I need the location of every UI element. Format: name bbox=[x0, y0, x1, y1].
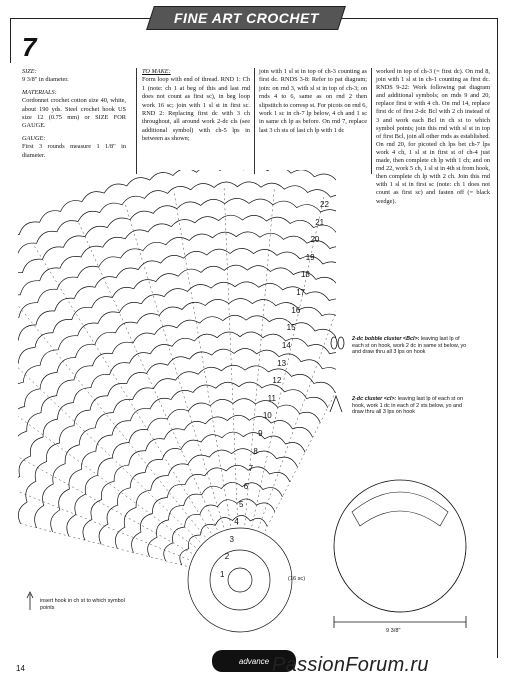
bobble-cluster-legend bbox=[352, 336, 472, 356]
row-number: 1 bbox=[220, 570, 225, 579]
banner-title: FINE ART CROCHET bbox=[173, 10, 319, 26]
pattern-number: 7 bbox=[22, 32, 37, 62]
row-number: 4 bbox=[234, 517, 239, 527]
page-number: 14 bbox=[16, 664, 25, 673]
col4-text: worked in top of ch-3 (= first dc). On rnd 8, join with 1 sl st in ch-1 counting as first dc. RNDS 9-22: Work following pat diagram and additional symbols; on rnds 9 and 20, replace first tr with 4 ch. On rnd 14, replace first dc of first 2-dc Bcl with 2 ch instead of 3 and work each Bcl in ch st to which symbol points; join this rnd with sl st in top of first Bcl, join all other rnds as established. On rnd 20, for picoted ch lps bet ch-7 lps work 4 ch, 1 sl st in first st of ch-4 just made, then complete ch lp with 1 ch; and on rnd 22, work 5 ch, 1 sl st in 4th st from hook, then complete ch lp with 2 ch. Join this rnd with 1 sl st in first sc (note: ch 1 does not count as first sc) and fasten off (= black wedge). bbox=[376, 68, 490, 205]
materials-label: MATERIALS: bbox=[22, 88, 57, 96]
bobble-symbol-icon bbox=[331, 337, 344, 349]
schematic-drawing bbox=[334, 480, 466, 628]
insert-hook-icon bbox=[27, 592, 33, 610]
row-number: 6 bbox=[243, 481, 249, 491]
bobble-cluster-name: 2-dc bobble cluster <Bcl>: bbox=[352, 336, 420, 342]
row-number: 5 bbox=[239, 499, 244, 509]
col2-text: Form loop with end of thread. RND 1: Ch 1 (note: ch 1 at beg of this and last rnd does not count as first sc), in beg loop work 16 sc; join with 1 sl st in first sc. RND 2: Replacing first dc with 3 ch throughout, all around work 2-dc cls (see additional symbol) with ch-5 lps in between as shown; bbox=[142, 76, 250, 143]
row-number: 21 bbox=[315, 217, 325, 227]
row-number: 11 bbox=[267, 393, 276, 403]
size-label: SIZE: bbox=[22, 68, 37, 75]
gauge-text: First 3 rounds measure 1 1/8" in diameter. bbox=[22, 143, 126, 159]
insert-hook-legend: insert hook in ch st to which symbol points bbox=[40, 598, 125, 611]
cluster-symbol-icon bbox=[330, 396, 342, 412]
watermark: PassionForum.ru bbox=[272, 654, 429, 676]
row-number: 15 bbox=[286, 323, 296, 333]
row-number: 3 bbox=[229, 534, 234, 544]
row-number: 10 bbox=[262, 411, 272, 421]
row-number: 17 bbox=[296, 288, 306, 298]
row-number: 19 bbox=[305, 252, 315, 262]
row-number: 18 bbox=[300, 270, 310, 280]
publisher-logo: advance bbox=[212, 650, 296, 672]
materials-text: Cordonnet crochet cotton size 40, white, about 190 yds. Steel crochet hook US size 12 (0.75 mm) or SIZE FOR GAUGE. bbox=[22, 97, 126, 130]
row-number: 7 bbox=[248, 464, 254, 474]
dc-cluster-legend bbox=[352, 396, 472, 416]
to-make-label: TO MAKE: bbox=[142, 68, 171, 75]
gauge-label: GAUGE: bbox=[22, 134, 46, 142]
row-number: 22 bbox=[320, 200, 329, 209]
row-number: 8 bbox=[253, 446, 258, 456]
row-number: 9 bbox=[258, 429, 263, 439]
bobble-cluster-desc: leaving last lp of each st on hook, work 2 dc in same st below, yo and draw thru all 3 lps on hook bbox=[352, 336, 467, 356]
col3-text: join with 1 sl st in top of ch-3 counting as first dc. RNDS 3-8: Refer to pat diagram; join: on rnd 3, with sl st in top of ch-3; on rnds 4 to 6, same as on rnd 2 then slipstitch to corresp st. For picots on rnd 6, work 1 sc in ch-7 lp below, 4 ch and 1 sc in same ch lp as before. On rnd 7, replace last 3 ch sts of last ch lp with 1 dc bbox=[259, 68, 367, 134]
dc-cluster-name: 2-dc cluster <cl>: bbox=[352, 396, 397, 402]
row-number: 2 bbox=[224, 552, 230, 562]
size-text: 9 3/8" in diameter. bbox=[22, 76, 69, 84]
row-number: 14 bbox=[281, 340, 291, 350]
row-number: 16 bbox=[291, 305, 301, 315]
sc-count-note: (16 sc) bbox=[288, 576, 306, 582]
row-number: 12 bbox=[272, 376, 282, 386]
row-number: 13 bbox=[277, 358, 287, 368]
dimension-label: 9 3/8" bbox=[386, 628, 401, 634]
dc-cluster-desc: leaving last lp of each st on hook, work 1 dc in each of 2 sts below, yo and draw thru all 3 lps on hook bbox=[352, 396, 463, 416]
row-number: 20 bbox=[310, 235, 320, 245]
